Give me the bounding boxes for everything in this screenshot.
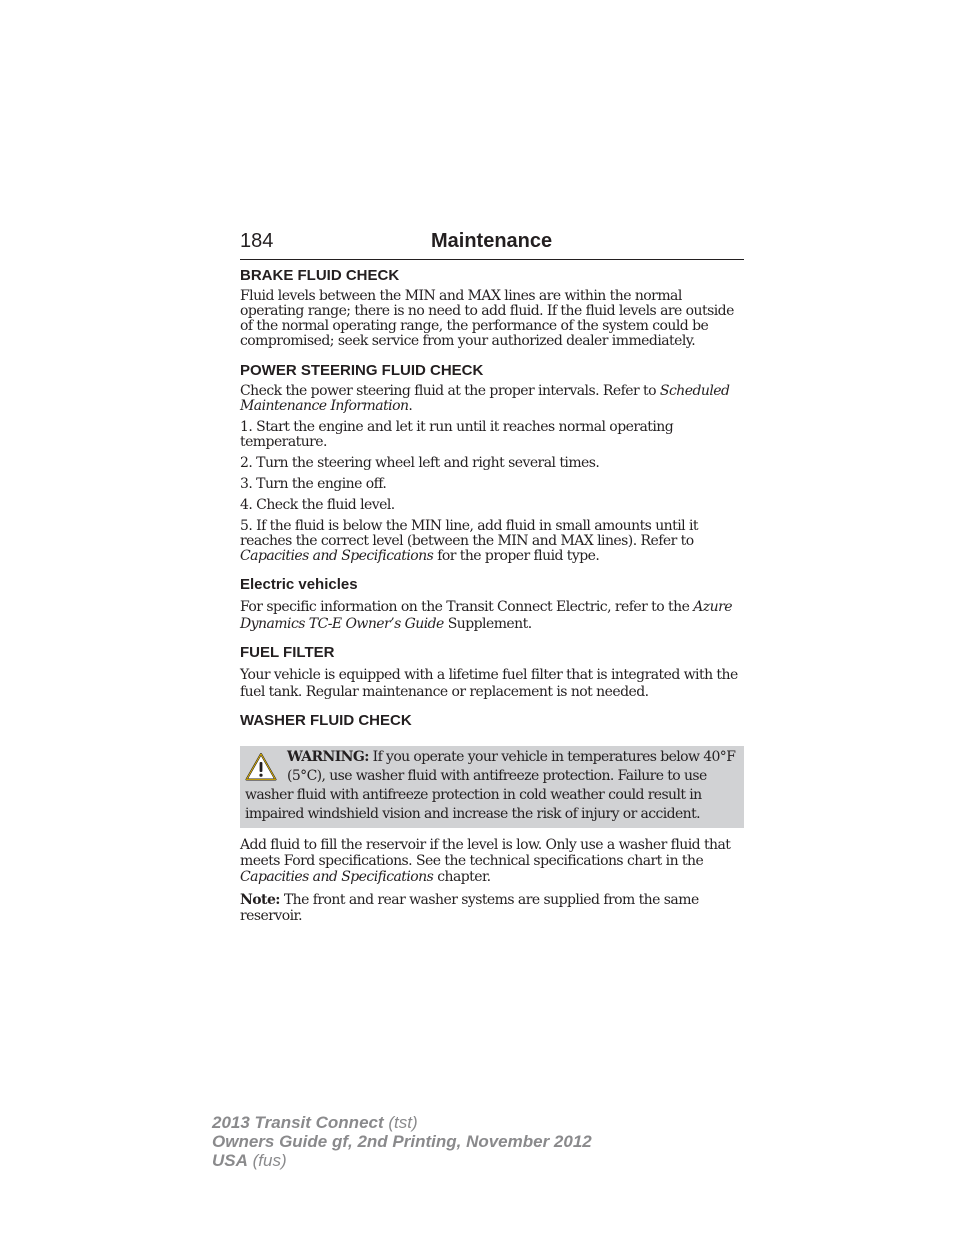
- step-item: 2. Turn the steering wheel left and right several times.: [240, 455, 600, 471]
- azure-guide-link[interactable]: Azure Dynamics TC-E Owner’s Guide: [240, 599, 732, 632]
- warning-text: WARNING: If you operate your vehicle in temperatures below 40°F (5°C), use washer fluid with antifreeze protection. Failure to use washer fluid with antifreeze protection in cold weather could result in impaired windshield vision and increase the risk of injury or accident.: [245, 749, 736, 822]
- footer-line-region: USA (fus): [212, 1151, 287, 1170]
- footer-line-printing: Owners Guide gf, 2nd Printing, November 2012: [212, 1132, 592, 1151]
- brake-fluid-paragraph: Fluid levels between the MIN and MAX lines are within the normal operating range; there is no need to add fluid. If the fluid levels are outside of the normal operating range, the performance of the system could be compromised; seek service from your authorized dealer immediately.: [240, 288, 734, 349]
- page-header: [240, 229, 744, 260]
- step-item: 5. If the fluid is below the MIN line, add fluid in small amounts until it reaches the correct level (between the MIN and MAX lines). Refer to Capacities and Specifications for the proper fluid type.: [240, 518, 698, 564]
- washer-fluid-heading: WASHER FLUID CHECK: [240, 712, 412, 729]
- power-steering-heading: POWER STEERING FLUID CHECK: [240, 362, 484, 379]
- step-item: 1. Start the engine and let it run until it reaches normal operating temperature.: [240, 419, 674, 450]
- page-footer: [212, 1113, 592, 1170]
- fuel-filter-paragraph: Your vehicle is equipped with a lifetime fuel filter that is integrated with the fuel tank. Regular maintenance or replacement is not needed.: [240, 667, 738, 700]
- washer-fluid-paragraph: Add fluid to fill the reservoir if the level is low. Only use a washer fluid that meets Ford specifications. See the technical specifications chart in the Capacities and Specifications chapter.: [240, 837, 731, 885]
- page-number: 184: [240, 230, 274, 252]
- warning-box: [240, 746, 744, 828]
- step-item: 4. Check the fluid level.: [240, 497, 395, 513]
- scheduled-maintenance-link[interactable]: Scheduled Maintenance Information: [240, 383, 730, 414]
- page-content: [240, 266, 744, 924]
- warning-label: WARNING:: [287, 749, 369, 765]
- warning-triangle-icon: [245, 752, 277, 782]
- brake-fluid-heading: BRAKE FLUID CHECK: [240, 267, 400, 284]
- chapter-title: Maintenance: [431, 230, 553, 252]
- fuel-filter-heading: FUEL FILTER: [240, 644, 335, 661]
- washer-note: Note: The front and rear washer systems are supplied from the same reservoir.: [240, 892, 699, 924]
- capacities-specs-link[interactable]: Capacities and Specifications: [240, 548, 434, 564]
- electric-vehicles-paragraph: For specific information on the Transit Connect Electric, refer to the Azure Dynamics TC-E Owner’s Guide Supplement.: [240, 599, 732, 632]
- capacities-specs-chapter-link[interactable]: Capacities and Specifications: [240, 869, 434, 885]
- electric-vehicles-heading: Electric vehicles: [240, 576, 358, 593]
- footer-line-model: 2013 Transit Connect (tst): [212, 1113, 418, 1132]
- step-item: 3. Turn the engine off.: [240, 476, 387, 492]
- power-steering-intro: Check the power steering fluid at the proper intervals. Refer to Scheduled Maintenance Information.: [240, 383, 730, 414]
- note-label: Note:: [240, 892, 280, 908]
